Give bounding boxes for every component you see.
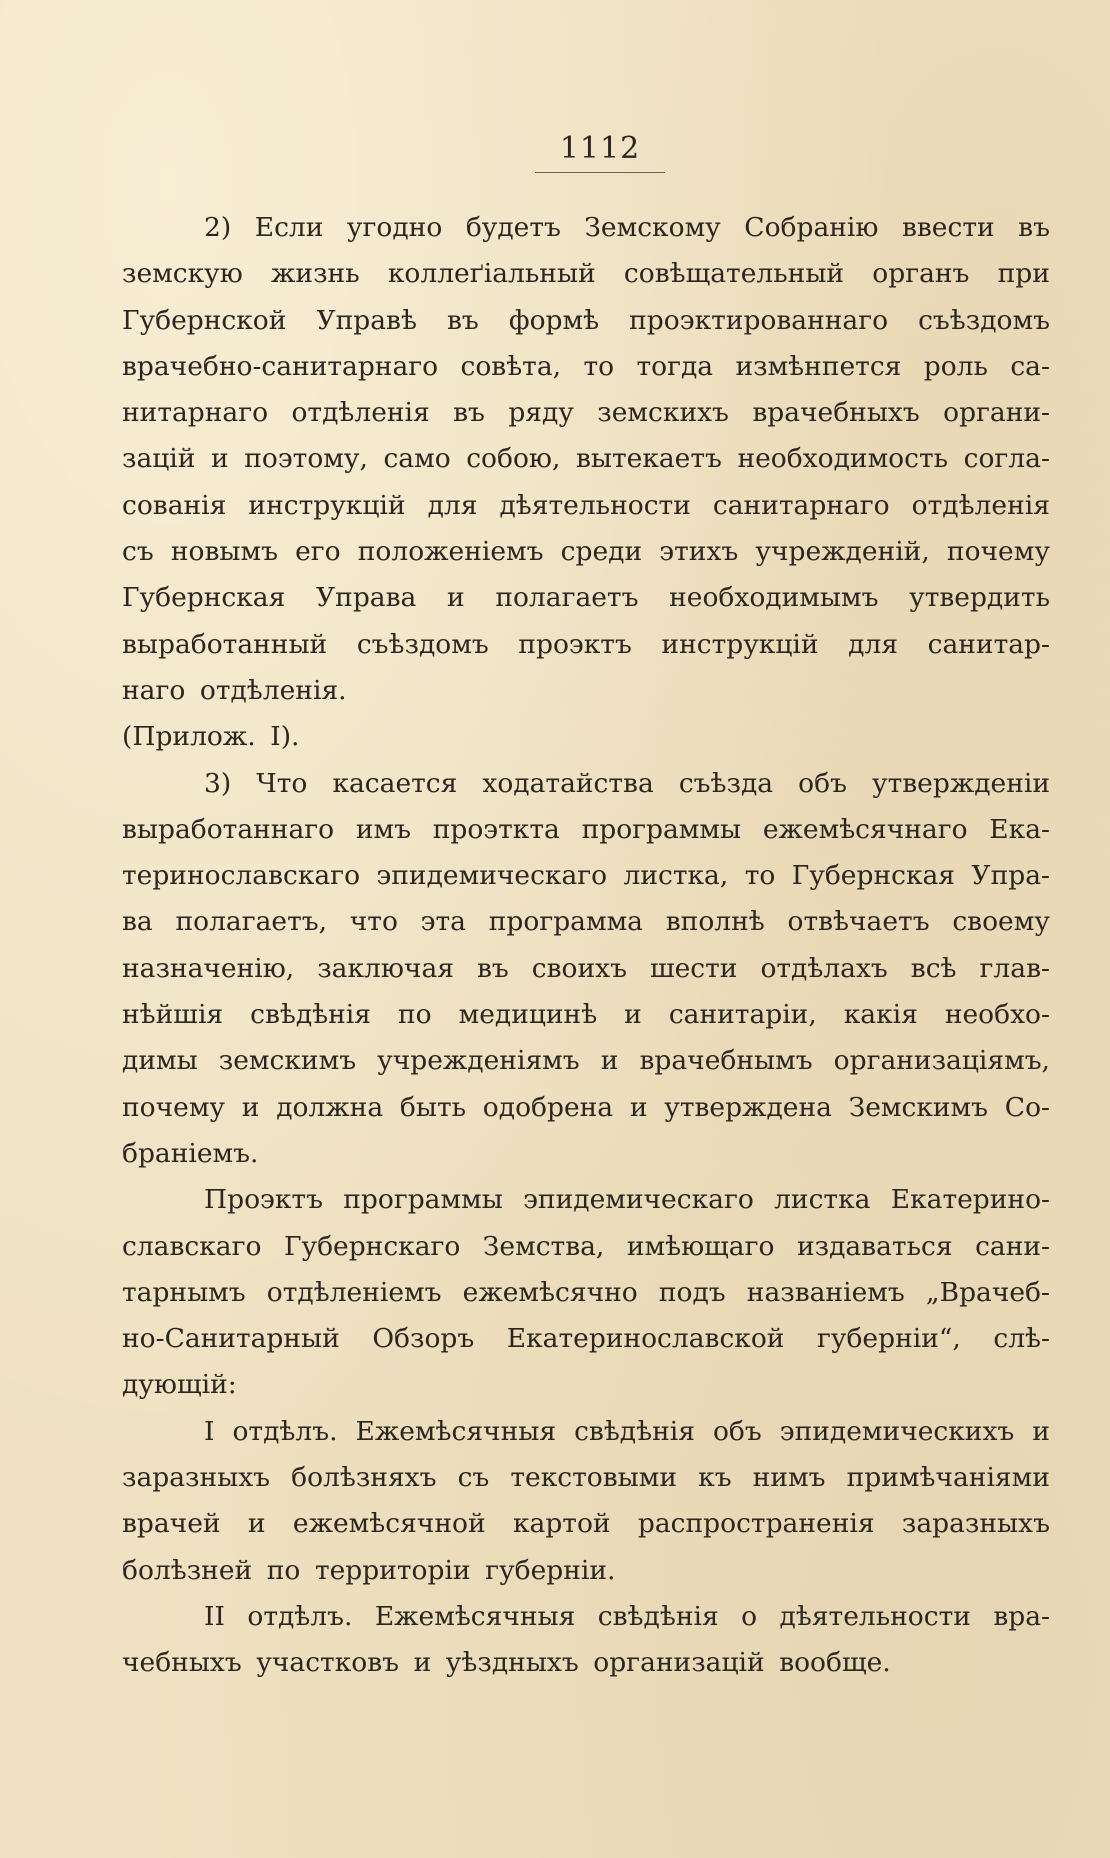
text-line — [122, 1177, 1050, 1223]
word: губерніи. — [485, 1554, 616, 1586]
word: его — [295, 536, 341, 568]
word: инструкцій — [248, 489, 406, 521]
word: Упра- — [971, 860, 1050, 892]
word: глав- — [979, 952, 1050, 984]
word: согла- — [963, 443, 1050, 475]
word: димы — [122, 1045, 198, 1077]
word: и — [247, 1508, 266, 1540]
word: издаваться — [796, 1230, 953, 1262]
word: медицинѣ — [458, 999, 598, 1031]
word: объ — [712, 1415, 762, 1447]
word: инструкцій — [661, 628, 819, 660]
word: Проэктъ — [204, 1184, 323, 1216]
word: чебныхъ — [122, 1647, 242, 1679]
word: текстовыми — [510, 1462, 678, 1494]
text-line — [122, 344, 1050, 390]
word: санитар- — [927, 628, 1050, 660]
word: врачей — [122, 1508, 221, 1540]
word: браніемъ. — [122, 1137, 259, 1169]
word: угодно — [346, 212, 443, 243]
word: Управѣ — [316, 304, 417, 336]
word: отвѣчаетъ — [787, 906, 930, 938]
word: нитарнаго — [122, 397, 269, 429]
word: учрежденіямъ — [377, 1045, 580, 1077]
word: эпидемическаго — [376, 860, 608, 892]
word: проэктированнаго — [629, 304, 889, 336]
word: нѣйшія — [122, 999, 224, 1031]
word: отдѣленіемъ — [266, 1276, 442, 1308]
body-text — [122, 205, 1050, 1687]
text-line — [122, 992, 1050, 1038]
word: выработаннаго — [122, 813, 335, 845]
word: зацій — [122, 443, 196, 475]
text-line — [122, 483, 1050, 529]
word: территоріи — [314, 1554, 471, 1586]
word: распространенія — [637, 1508, 875, 1540]
page-number-rule — [535, 172, 665, 173]
word: поэтому, — [244, 443, 368, 475]
word: врачебно-санитарнаго — [122, 350, 439, 382]
text-line — [122, 668, 1050, 714]
word: полагаетъ, — [175, 906, 328, 938]
text-line — [122, 761, 1050, 807]
text-line — [122, 946, 1050, 992]
word: славскаго — [122, 1230, 262, 1262]
word: собою, — [466, 443, 561, 475]
word: эпидемическихъ — [779, 1415, 1015, 1447]
word: вра- — [993, 1600, 1050, 1632]
word: свѣдѣнія — [250, 999, 372, 1031]
word: съ — [122, 536, 154, 568]
word: и — [413, 1647, 432, 1679]
word: и — [241, 1091, 260, 1123]
text-line — [122, 807, 1050, 853]
text-line — [122, 1409, 1050, 1455]
word: заразныхъ — [122, 1462, 271, 1494]
word: и — [624, 999, 642, 1031]
word: ряду — [508, 397, 574, 429]
word: будетъ — [465, 212, 561, 243]
word: врачебныхъ — [752, 397, 920, 429]
word: программы — [343, 1184, 503, 1216]
word: заключая — [317, 952, 454, 984]
text-line — [122, 1548, 1050, 1594]
word: отдѣленія. — [199, 674, 347, 706]
word: и — [1032, 1415, 1050, 1447]
word: вообще. — [779, 1647, 891, 1679]
text-line — [122, 714, 1050, 760]
word: но-Санитарный — [122, 1323, 340, 1355]
word: тарнымъ — [122, 1276, 246, 1308]
word: почему — [122, 1091, 226, 1123]
word: Со- — [1004, 1091, 1050, 1123]
word: проэктъ — [518, 628, 632, 660]
word: необходимымъ — [669, 582, 879, 614]
word: какія — [843, 999, 918, 1031]
text-line — [122, 575, 1050, 621]
word: картой — [512, 1508, 611, 1540]
text-line — [122, 1316, 1050, 1362]
word: листка, — [623, 860, 729, 892]
word: этихъ — [659, 536, 739, 568]
word: то — [744, 860, 776, 892]
word: Ежемѣсячныя — [355, 1415, 557, 1447]
word: I — [204, 1415, 215, 1447]
text-line — [122, 436, 1050, 482]
text-line — [122, 1362, 1050, 1408]
word: Губернскаго — [283, 1230, 461, 1262]
word: къ — [698, 1462, 732, 1494]
word: быть — [399, 1091, 467, 1123]
word: должна — [276, 1091, 384, 1123]
word: эта — [420, 906, 466, 938]
word: органъ — [872, 258, 970, 290]
word: по — [266, 1554, 301, 1586]
word: примѣчаніями — [846, 1462, 1050, 1494]
word: теринославскаго — [122, 860, 361, 892]
text-line — [122, 1131, 1050, 1177]
word: болѣзней — [122, 1554, 253, 1586]
word: одобрена — [482, 1091, 614, 1123]
word: ежемѣсячно — [462, 1276, 638, 1308]
word: совѣщательный — [623, 258, 845, 290]
text-line — [122, 899, 1050, 945]
text-line — [122, 1594, 1050, 1640]
text-line — [122, 205, 1050, 251]
word: дующій: — [122, 1369, 237, 1401]
word: при — [997, 258, 1050, 290]
text-line — [122, 853, 1050, 899]
word: новымъ — [170, 536, 278, 568]
word: роль — [923, 350, 988, 382]
word: Что — [256, 767, 308, 799]
word: участковъ — [256, 1647, 399, 1679]
word: программы — [581, 813, 742, 845]
word: въ — [453, 397, 485, 429]
word: Губернской — [122, 304, 287, 336]
word: имѣющаго — [626, 1230, 775, 1262]
word: жизнь — [271, 258, 360, 290]
word: для — [848, 628, 899, 660]
word: учрежденій, — [755, 536, 930, 568]
word: земскую — [122, 258, 243, 290]
word: врачебнымъ — [639, 1045, 813, 1077]
word: Если — [254, 212, 324, 243]
word: Управа — [316, 582, 417, 614]
word: эпидемическаго — [523, 1184, 754, 1216]
word: выработанный — [122, 628, 328, 660]
word: земскихъ — [597, 397, 729, 429]
word: сани- — [975, 1230, 1050, 1262]
word: объ — [798, 767, 847, 799]
word: своихъ — [531, 952, 627, 984]
word: отдѣленія — [911, 489, 1050, 521]
word: Земства, — [482, 1230, 605, 1262]
word: то — [583, 350, 615, 382]
word: Обзоръ — [372, 1323, 475, 1355]
word: губерніи“, — [817, 1323, 961, 1355]
word: вполнѣ — [665, 906, 765, 938]
page-number: 1112 — [559, 131, 641, 166]
word: отдѣлъ. — [232, 1415, 338, 1447]
word: и — [210, 443, 229, 475]
word: II — [204, 1600, 225, 1632]
word: съ — [457, 1462, 490, 1494]
word: проэткта — [432, 813, 560, 845]
word: положеніемъ — [357, 536, 544, 568]
word: въ — [447, 304, 479, 336]
word: Екатерино- — [890, 1184, 1050, 1216]
word: 3) — [204, 767, 232, 799]
word: полагаетъ — [495, 582, 639, 614]
word: санитаріи, — [668, 999, 817, 1031]
word: касается — [332, 767, 458, 799]
text-line — [122, 622, 1050, 668]
text-line — [122, 1270, 1050, 1316]
word: отдѣленія — [291, 397, 430, 429]
word: тогда — [636, 350, 714, 382]
text-line — [122, 1501, 1050, 1547]
word: земскимъ — [218, 1045, 357, 1077]
word: названіемъ — [746, 1276, 905, 1308]
word: Земскому — [584, 212, 721, 243]
word: листка — [774, 1184, 871, 1216]
word: для — [427, 489, 478, 521]
word: отдѣлъ. — [247, 1600, 353, 1632]
word: имъ — [355, 813, 411, 845]
word: среди — [560, 536, 643, 568]
word: ежемѣсячной — [292, 1508, 486, 1540]
word: заразныхъ — [901, 1508, 1050, 1540]
word: 2) — [204, 212, 232, 243]
word: съѣздомъ — [356, 628, 489, 660]
word: своему — [952, 906, 1050, 938]
word: са- — [1010, 350, 1050, 382]
word: почему — [946, 536, 1050, 568]
text-line — [122, 390, 1050, 436]
word: и — [446, 582, 465, 614]
word: уѣздныхъ — [445, 1647, 579, 1679]
word: всѣ — [910, 952, 957, 984]
word: отдѣлахъ — [760, 952, 888, 984]
word: назначенію, — [122, 952, 295, 984]
word: организаціямъ, — [833, 1045, 1050, 1077]
word: (Прилож. — [122, 721, 256, 753]
word: коллеґіальный — [387, 258, 596, 290]
word: дѣятельности — [779, 1600, 971, 1632]
word: съѣздомъ — [918, 304, 1050, 336]
word: Земскимъ — [848, 1091, 989, 1123]
word: нимъ — [752, 1462, 826, 1494]
word: совѣта, — [460, 350, 562, 382]
word: само — [383, 443, 451, 475]
word: сованія — [122, 489, 227, 521]
word: организацій — [593, 1647, 765, 1679]
word: подъ — [658, 1276, 726, 1308]
text-line — [122, 1038, 1050, 1084]
word: ва — [122, 906, 153, 938]
word: утвержденіи — [872, 767, 1050, 799]
word: санитарнаго — [712, 489, 890, 521]
word: Собранію — [744, 212, 879, 243]
word: и — [600, 1045, 619, 1077]
word: вытекаетъ — [575, 443, 722, 475]
word: необходимость — [737, 443, 949, 475]
word: Губернская — [791, 860, 956, 892]
word: органи- — [943, 397, 1050, 429]
word: ввести — [901, 212, 995, 243]
word: болѣзняхъ — [291, 1462, 437, 1494]
text-line — [122, 1224, 1050, 1270]
word: свѣдѣнія — [597, 1600, 719, 1632]
word: программа — [488, 906, 643, 938]
text-line — [122, 529, 1050, 575]
text-line — [122, 1640, 1050, 1686]
word: и — [629, 1091, 648, 1123]
word: „Врачеб- — [925, 1276, 1050, 1308]
word: утверждена — [664, 1091, 832, 1123]
word: по — [397, 999, 432, 1031]
word: необхо- — [944, 999, 1050, 1031]
word: ходатайства — [482, 767, 654, 799]
word: дѣятельности — [499, 489, 691, 521]
word: утвердить — [909, 582, 1050, 614]
word: въ — [476, 952, 509, 984]
word: наго — [122, 674, 186, 706]
word: Ежемѣсячныя — [374, 1600, 576, 1632]
word: слѣ- — [993, 1323, 1050, 1355]
word: свѣдѣнія — [574, 1415, 695, 1447]
word: съѣзда — [678, 767, 774, 799]
word: формѣ — [508, 304, 600, 336]
text-line — [122, 1085, 1050, 1131]
word: Екатеринославской — [506, 1323, 785, 1355]
word: Ека- — [989, 813, 1050, 845]
word: о — [741, 1600, 758, 1632]
word: что — [349, 906, 398, 938]
word: I). — [270, 721, 300, 753]
text-line — [122, 298, 1050, 344]
text-line — [122, 1455, 1050, 1501]
word: въ — [1018, 212, 1050, 243]
word: шести — [649, 952, 738, 984]
word: измѣнпется — [735, 350, 902, 382]
word: ежемѣсячнаго — [762, 813, 968, 845]
text-line — [122, 251, 1050, 297]
word: Губернская — [122, 582, 286, 614]
